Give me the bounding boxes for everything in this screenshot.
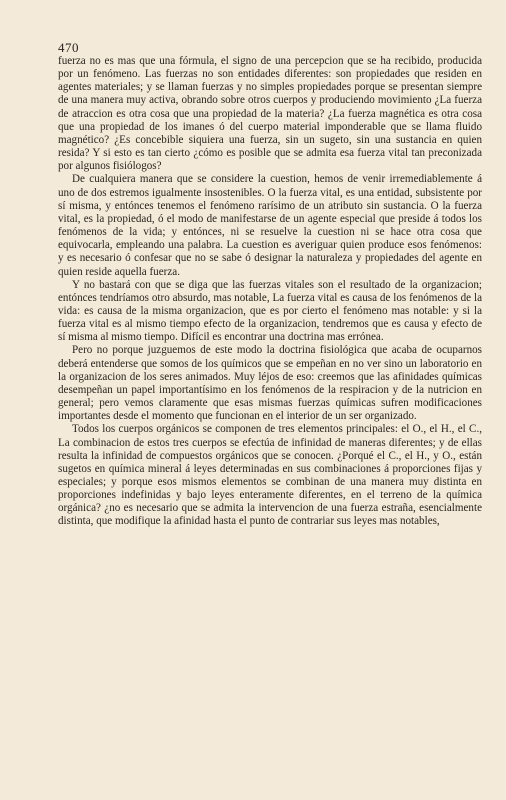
paragraph-4: Pero no porque juzguemos de este modo la doctrina fisiológica que acaba de ocuparnos deberá entenderse que somos de los químicos que se empeñan en no ver sino un laboratorio en la organizacion de los seres animados. Muy léjos de eso: creemos que las afinidades químicas desempeñan un papel importantísimo en los fenómenos de la respiracion y de la nutricion en general; pero vemos claramente que esas mismas fuerzas químicas sufren modificaciones importantes desde el momento que funcionan en el interior de un ser organizado. — [58, 344, 482, 423]
paragraph-5: Todos los cuerpos orgánicos se componen de tres elementos principales: el O., el H., el C., La combinacion de estos tres cuerpos se efectúa de infinidad de maneras diferentes; y de ellas resulta la infinidad de compuestos orgánicos que se conocen. ¿Porqué el C., el H., y O., están sugetos en química mineral á leyes determinadas en sus combinaciones á proporciones fijas y especiales; y porque esos mismos elementos se combinan de una manera muy distinta en proporciones indefinidas y bajo leyes enteramente diferentes, en el terreno de la química orgánica? ¿no es necesario que se admita la intervencion de una fuerza estraña, esencialmente distinta, que modifique la afinidad hasta el punto de contrariar sus leyes mas notables, — [58, 423, 482, 528]
paragraph-1: fuerza no es mas que una fórmula, el signo de una percepcion que se ha recibido, producida por un fenómeno. Las fuerzas no son entidades diferentes: son propiedades que residen en agentes materiales; y se llaman fuerzas y no simples propiedades porque se presentan siempre de una manera muy activa, obrando sobre otros cuerpos y produciendo movimiento ¿La fuerza de atraccion es otra cosa que una propiedad de la materia? ¿La fuerza magnética es otra cosa que una propiedad de los imanes ó del cuerpo material imponderable que se llama fluido magnético? ¿Es concebible siquiera una fuerza, sin un sugeto, sin una sustancia en quien resida? Y si esto es tan cierto ¿cómo es posible que se admita esa fuerza vital tan preconizada por algunos fisiólogos? — [58, 55, 482, 173]
page-number: 470 — [58, 40, 79, 55]
paragraph-3: Y no bastará con que se diga que las fuerzas vitales son el resultado de la organizacion; entónces tendríamos otro absurdo, mas notable, La fuerza vital es causa de los fenómenos de la vida: es causa de la misma organizacion, que es por cierto el fenómeno mas notable: y si la fuerza vital es al mismo tiempo efecto de la organizacion, tendremos que es causa y efecto de sí misma al mismo tiempo. Difícil es encontrar una doctrina mas errónea. — [58, 278, 482, 344]
body-text — [58, 55, 482, 529]
paragraph-2: De cualquiera manera que se considere la cuestion, hemos de venir irremediablemente á uno de dos estremos igualmente insostenibles. O la fuerza vital, es una entidad, subsistente por sí misma, y entónces tenemos el fenómeno rarísimo de un atributo sin sustancia. O la fuerza vital, es la propiedad, ó el modo de manifestarse de un agente especial que preside á todos los fenómenos de la vida; y entónces, ni se resuelve la cuestion ni se hace otra cosa que equivocarla, empleando una palabra. La cuestion es averiguar quien produce esos fenómenos: y es necesario ó confesar que no se sabe ó designar la naturaleza y propiedades del agente en quien reside aquella fuerza. — [58, 173, 482, 278]
